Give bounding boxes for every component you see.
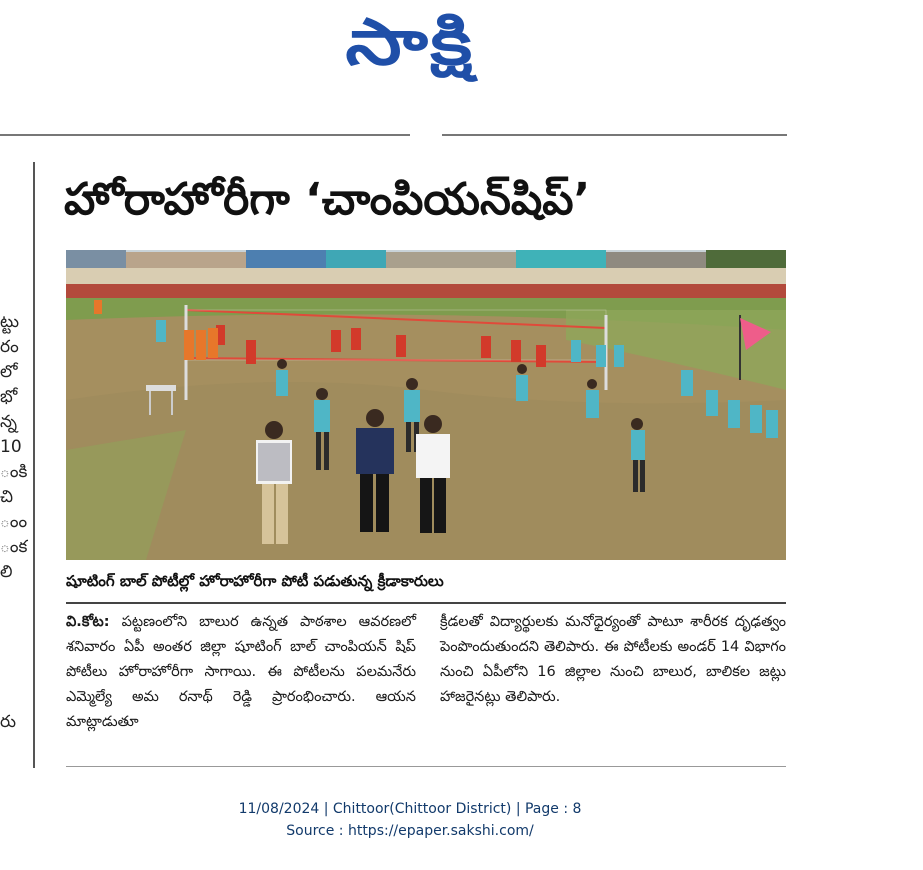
footer-date-page: 11/08/2024 | Chittoor(Chittoor District) | Page : 8 <box>238 801 582 817</box>
side-fragment: 10 <box>0 437 22 457</box>
side-fragment: చి <box>0 487 14 507</box>
side-fragment: రు <box>0 712 16 732</box>
side-fragment: ంకి <box>0 462 28 482</box>
article-body-right <box>440 610 786 710</box>
side-fragment: లో <box>0 362 18 382</box>
side-fragment: ంం <box>0 512 28 532</box>
side-fragment: రం <box>0 337 19 357</box>
page-footer <box>0 798 820 842</box>
photo-illustration <box>66 250 786 560</box>
side-fragment: ంక <box>0 537 28 557</box>
side-fragment: లి <box>0 562 13 582</box>
header-rule-right <box>442 134 787 136</box>
adjacent-article-fragment <box>0 310 28 735</box>
body-text-left: పట్టణంలోని బాలుర ఉన్నత పాఠశాల ఆవరణలో శనివారం ఏపీ అంతర జిల్లా షూటింగ్‌ బాల్‌ చాంపియన్‌ షిప్‌ పోటీలు హోరాహోరీగా సాగాయి. ఈ పోటీలను పలమనేరు ఎమ్మెల్యే అమ రనాథ్‌ రెడ్డి ప్రారంభించారు. ఆయన మాట్లాడుతూ <box>66 614 417 730</box>
column-divider <box>33 162 35 768</box>
dateline: వి.కోట: <box>66 614 110 630</box>
side-fragment: ట్టు <box>0 312 20 332</box>
footer-source-link[interactable]: Source : https://epaper.sakshi.com/ <box>286 823 534 839</box>
caption-rule <box>66 602 786 604</box>
side-fragment: న్న <box>0 412 17 432</box>
side-fragment: భో <box>0 387 18 407</box>
article-body-left <box>66 610 416 735</box>
article-end-rule <box>66 766 786 767</box>
photo-caption: షూటింగ్‌ బాల్‌ పోటీల్లో హోరాహోరీగా పోటీ పడుతున్న క్రీడాకారులు <box>66 572 444 590</box>
masthead-logo: సాక్షి <box>345 6 475 80</box>
article-headline: హోరాహోరీగా ‘చాంపియన్‌షిప్‌’ <box>64 174 591 225</box>
body-text-right: క్రీడలతో విద్యార్థులకు మనోధైర్యంతో పాటూ శారీరక దృఢత్వం పెంపొందుతుందని తెలిపారు. ఈ పోటీలకు అండర్‌ 14 విభాగం నుంచి ఏపీలోని 16 జిల్లాల నుంచి బాలుర, బాలికల జట్లు హాజరైనట్లు తెలిపారు. <box>440 614 786 705</box>
header-rule-left <box>0 134 410 136</box>
article-photo <box>66 250 786 560</box>
